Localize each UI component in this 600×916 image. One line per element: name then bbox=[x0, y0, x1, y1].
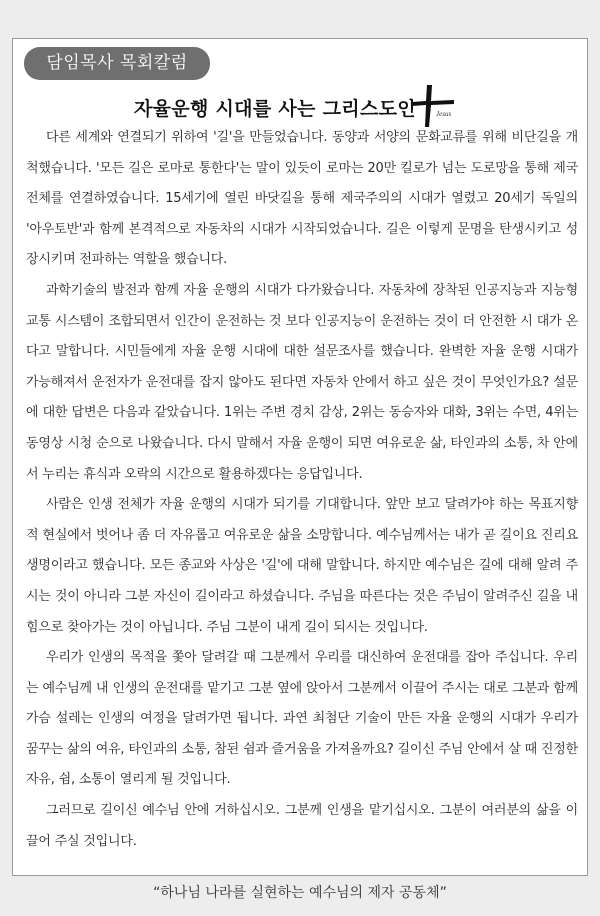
title-row bbox=[0, 84, 600, 128]
paragraph-1: 다른 세계와 연결되기 위하여 '길'을 만들었습니다. 동양과 서양의 문화교류를 위해 비단길을 개척했습니다. '모든 길은 로마로 통한다'는 말이 있듯이 로마는 20만 킬로가 넘는 도로망을 통해 제국 전체를 연결하였습니다. 15세기에 열린 바닷길을 통해 제국주의의 시대가 열렸고 20세기 독일의 '아우토반'과 함께 본격적으로 자동차의 시대가 시작되었습니다. 길은 이렇게 문명을 탄생시키고 성장시키며 전파하는 역할을 했습니다. bbox=[26, 130, 578, 268]
cross-caption: Jesus bbox=[436, 110, 452, 118]
paragraph-3: 사람은 인생 전체가 자율 운행의 시대가 되기를 기대합니다. 앞만 보고 달려가야 하는 목표지향적 현실에서 벗어나 좀 더 자유롭고 여유로운 삶을 소망합니다. 예수님께서는 내가 곧 길이요 진리요 생명이라고 했습니다. 모든 종교와 사상은 '길'에 대해 말합니다. 하지만 예수님은 길에 대해 알려 주시는 것이 아니라 그분 자신이 길이라고 하셨습니다. 주님을 따른다는 것은 주님이 알려주신 길을 내 힘으로 찾아가는 것이 아닙니다. 주님 그분이 내게 길이 되시는 것입니다. bbox=[26, 497, 578, 635]
cross-icon bbox=[410, 84, 458, 128]
paragraph-5: 그러므로 길이신 예수님 안에 거하십시오. 그분께 인생을 맡기십시오. 그분이 여러분의 삶을 이끌어 주실 것입니다. bbox=[26, 803, 578, 849]
column-category-badge: 담임목사 목회칼럼 bbox=[24, 47, 210, 80]
paragraph-2: 과학기술의 발전과 함께 자율 운행의 시대가 다가왔습니다. 자동차에 장착된 인공지능과 지능형 교통 시스템이 조합되면서 인간이 운전하는 것 보다 인공지능이 운전하는 것이 더 안전한 시 대가 온다고 말합니다. 시민들에게 자율 운행 시대에 대한 설문조사를 했습니다. 완벽한 자율 운행 시대가 가능해져서 운전자가 운전대를 잡지 않아도 된다면 자동차 안에서 하고 싶은 것이 무엇인가요? 설문에 대한 답변은 다음과 같았습니다. 1위는 주변 경치 감상, 2위는 동승자와 대화, 3위는 수면, 4위는 동영상 시청 순으로 나왔습니다. 다시 말해서 자율 운행이 되면 여유로운 삶, 타인과의 소통, 차 안에서 누리는 휴식과 오락의 시간으로 활용하겠다는 응답입니다. bbox=[26, 282, 578, 482]
church-motto: “하나님 나라를 실현하는 예수님의 제자 공동체” bbox=[153, 885, 447, 901]
column-body bbox=[26, 123, 578, 857]
column-title: 자율운행 시대를 사는 그리스도인 bbox=[134, 98, 416, 120]
paragraph-4: 우리가 인생의 목적을 쫓아 달려갈 때 그분께서 우리를 대신하여 운전대를 잡아 주십니다. 우리는 예수님께 내 인생의 운전대를 맡기고 그분 옆에 앉아서 그분께서 이끌어 주시는 대로 그분과 함께 가슴 설레는 인생의 여정을 달려가면 됩니다. 과연 최첨단 기술이 만든 자율 운행의 시대가 우리가 꿈꾸는 삶의 여유, 타인과의 소통, 참된 쉼과 즐거움을 가져올까요? 길이신 주님 안에서 살 때 진정한 자유, 쉼, 소통이 열리게 될 것입니다. bbox=[26, 650, 578, 788]
